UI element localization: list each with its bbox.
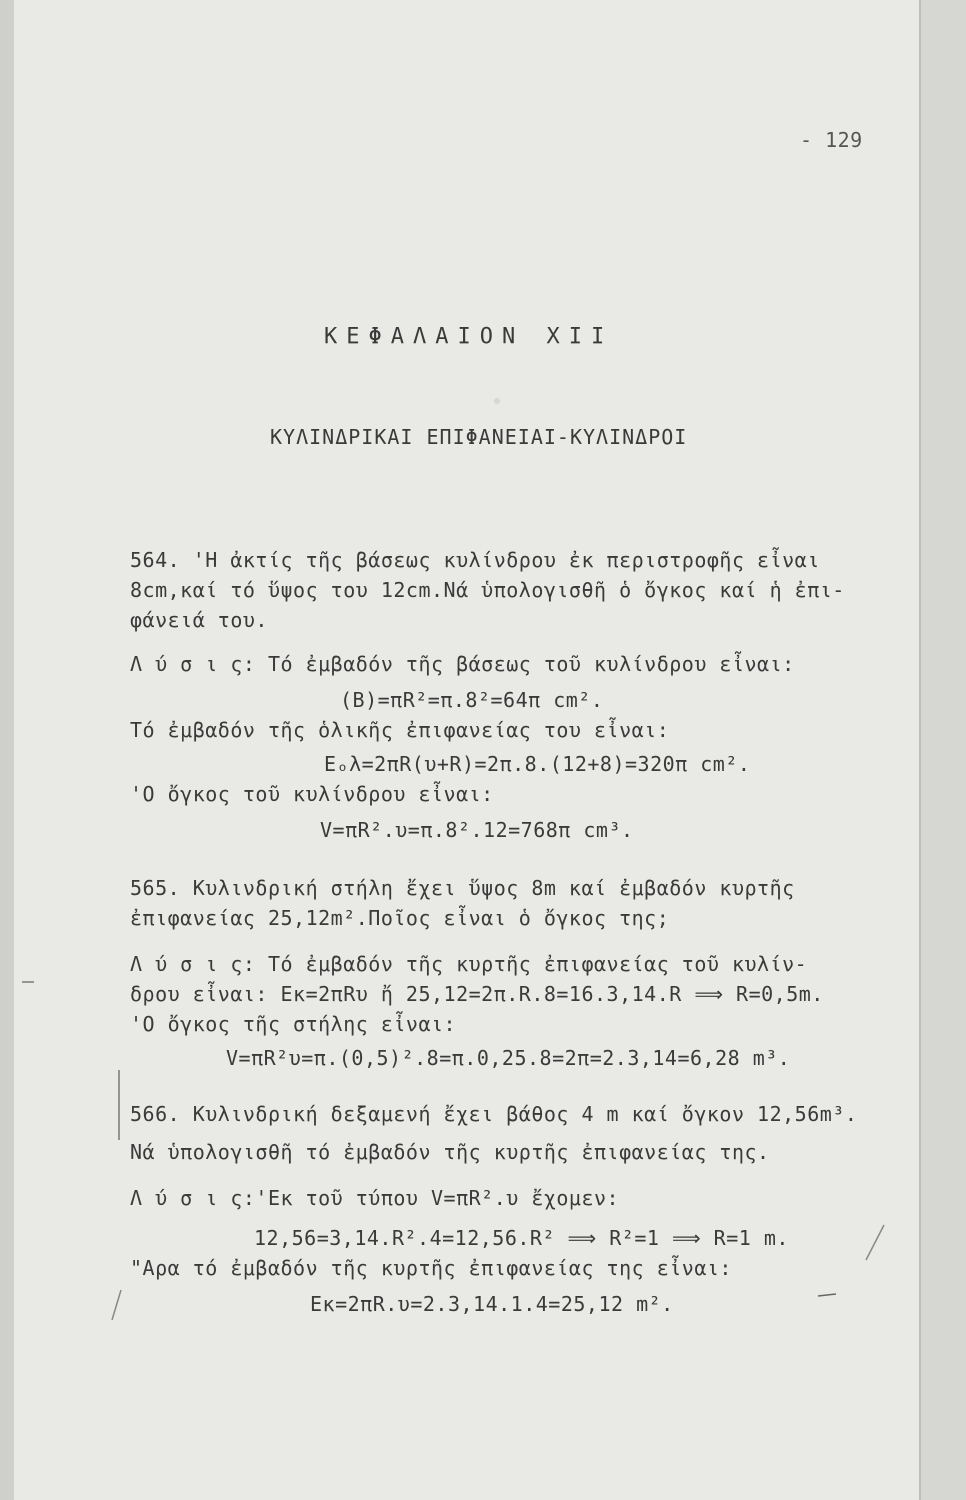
problem-564-line-2: 8cm,καί τό ὕψος του 12cm.Νά ὑπολογισθῆ ὁ ὄγκος καί ἡ ἐπι- — [130, 578, 845, 602]
solution-564-line-3: 'Ο ὄγκος τοῦ κυλίνδρου εἶναι: — [130, 782, 494, 806]
problem-565-line-2: ἐπιφανείας 25,12m².Ποῖος εἶναι ὁ ὄγκος της; — [130, 906, 670, 930]
page-edge — [0, 0, 14, 1500]
solution-564-line-2: Τό ἐμβαδόν τῆς ὁλικῆς ἐπιφανείας του εἶναι: — [130, 718, 670, 742]
solution-564-line-1: Λ ύ σ ι ς: Τό ἐμβαδόν τῆς βάσεως τοῦ κυλίνδρου εἶναι: — [130, 652, 795, 676]
problem-564-line-1: 564. 'Η ἀκτίς τῆς βάσεως κυλίνδρου ἐκ περιστροφῆς εἶναι — [130, 548, 820, 572]
solution-564-formula-2: Eₒλ=2πR(υ+R)=2π.8.(12+8)=320π cm². — [324, 752, 751, 776]
problem-565-line-1: 565. Κυλινδρική στήλη ἔχει ὕψος 8m καί ἐμβαδόν κυρτῆς — [130, 876, 795, 900]
solution-566-line-1: Λ ύ σ ι ς:'Εκ τοῦ τύπου V=πR².υ ἔχομεν: — [130, 1186, 620, 1210]
solution-564-formula-1: (Β)=πR²=π.8²=64π cm². — [340, 688, 604, 712]
problem-566-line-2: Νά ὑπολογισθῆ τό ἐμβαδόν τῆς κυρτῆς ἐπιφανείας της. — [130, 1140, 770, 1164]
document-page — [14, 0, 921, 1500]
solution-564-formula-3: V=πR².υ=π.8².12=768π cm³. — [320, 818, 634, 842]
chapter-title: ΚΕΦΑΛΑΙΟΝ ΧΙΙ — [324, 324, 614, 349]
solution-566-line-2: "Αρα τό ἐμβαδόν τῆς κυρτῆς ἐπιφανείας της εἶναι: — [130, 1256, 732, 1280]
solution-565-line-3: 'Ο ὄγκος τῆς στήλης εἶναι: — [130, 1012, 457, 1036]
pencil-marks — [14, 0, 919, 1500]
solution-565-formula: V=πR²υ=π.(0,5)².8=π.0,25.8=2π=2.3,14=6,28 m³. — [226, 1046, 791, 1070]
solution-566-formula-2: Eκ=2πR.υ=2.3,14.1.4=25,12 m². — [310, 1292, 674, 1316]
paper-speck — [494, 398, 500, 404]
solution-565-line-2: δρου εἶναι: Eκ=2πRυ ἤ 25,12=2π.R.8=16.3,14.R ⟹ R=0,5m. — [130, 982, 824, 1006]
solution-566-formula-1: 12,56=3,14.R².4=12,56.R² ⟹ R²=1 ⟹ R=1 m. — [254, 1226, 789, 1250]
page-number: - 129 — [800, 128, 863, 152]
section-title: ΚΥΛΙΝΔΡΙΚΑΙ ΕΠΙΦΑΝΕΙΑΙ-ΚΥΛΙΝΔΡΟΙ — [270, 425, 688, 449]
solution-565-line-1: Λ ύ σ ι ς: Τό ἐμβαδόν τῆς κυρτῆς ἐπιφανείας τοῦ κυλίν- — [130, 952, 808, 976]
problem-564-line-3: φάνειά του. — [130, 608, 268, 632]
problem-566-line-1: 566. Κυλινδρική δεξαμενή ἔχει βάθος 4 m καί ὄγκον 12,56m³. — [130, 1102, 858, 1126]
